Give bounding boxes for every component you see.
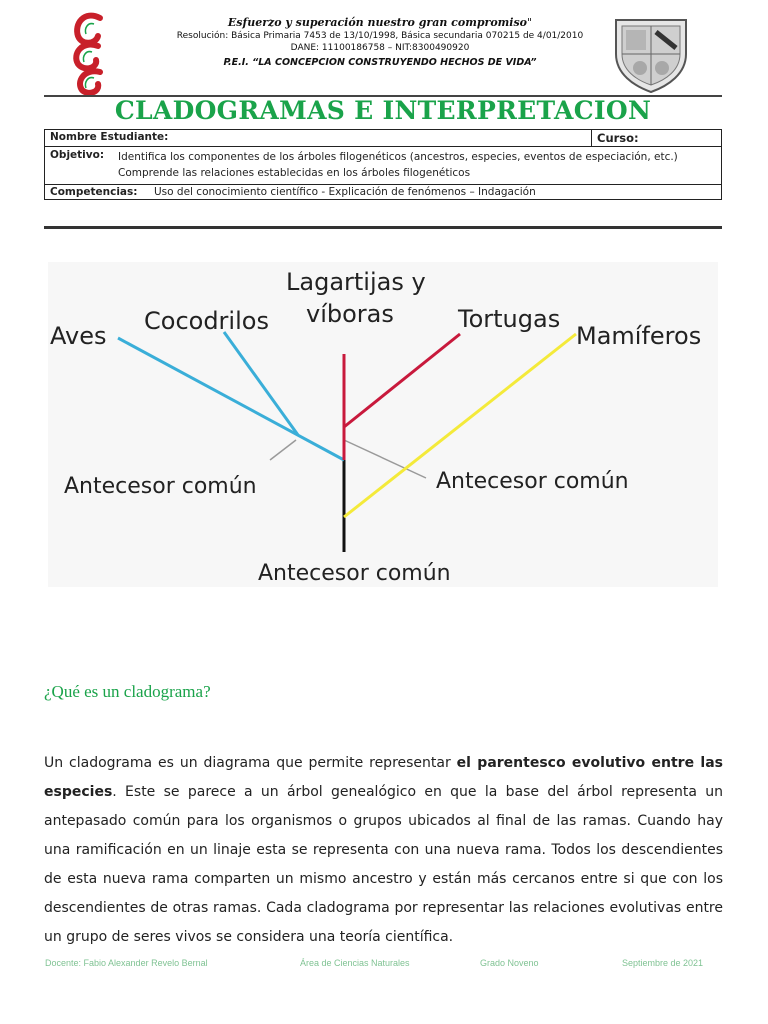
label-aves: Aves xyxy=(50,322,107,350)
footer-date: Septiembre de 2021 xyxy=(622,958,704,968)
objective-text-1: Identifica los componentes de los árboles filogenéticos (ancestros, especies, eventos de especiación, etc.) xyxy=(118,151,678,163)
label-mamiferos: Mamíferos xyxy=(576,322,702,350)
label-ancestor-bottom: Antecesor común xyxy=(258,561,451,586)
label-cocodrilos: Cocodrilos xyxy=(144,307,269,335)
dane-nit-line: DANE: 11100186758 – NIT:8300490920 xyxy=(290,43,470,53)
school-motto: Esfuerzo y superación nuestro gran compromiso" xyxy=(227,16,533,29)
intro-paragraph: Un cladograma es un diagrama que permite representar el parentesco evolutivo entre las especies. Este se parece a un árbol genealógico en que la base del árbol representa un antepasado común para los organismos o grupos ubicados al final de las ramas. Cuando hay una ramificación en un linaje esta se representa con una nueva rama. Todos los descendientes de esta nueva rama comparten un mismo ancestro y están más cercanos entre si que con los descendientes de otras ramas. Cada cladograma por representar las relaciones evolutivas entre un grupo de seres vivos se considera una teoría científica. xyxy=(44,755,723,945)
pei-line: P.E.I. “LA CONCEPCION CONSTRUYENDO HECHOS DE VIDA” xyxy=(223,57,537,68)
objective-label: Objetivo: xyxy=(50,149,105,161)
student-name-cell[interactable] xyxy=(45,130,592,147)
footer-teacher: Docente: Fabio Alexander Revelo Bernal xyxy=(45,958,208,968)
section-heading: ¿Qué es un cladograma? xyxy=(44,682,211,701)
competencies-text: Uso del conocimiento científico - Explicación de fenómenos – Indagación xyxy=(154,186,536,198)
cladogram-diagram xyxy=(48,262,718,587)
school-shield-logo xyxy=(610,14,692,94)
table-bottom-rule xyxy=(44,226,722,229)
label-tortugas: Tortugas xyxy=(458,305,561,333)
student-name-label: Nombre Estudiante: xyxy=(50,131,169,143)
school-logo-left xyxy=(64,10,114,96)
footer-grade: Grado Noveno xyxy=(480,958,539,968)
label-ancestor-right: Antecesor común xyxy=(436,469,629,494)
student-info-table xyxy=(44,129,722,200)
objective-text-2: Comprende las relaciones establecidas en los árboles filogenéticos xyxy=(118,167,471,179)
document-title: CLADOGRAMAS E INTERPRETACION xyxy=(114,96,652,125)
emphasis-text: el parentesco evolutivo entre las especies xyxy=(44,755,723,800)
course-label: Curso: xyxy=(597,131,639,145)
course-cell[interactable] xyxy=(592,130,722,147)
label-lagartijas-1: Lagartijas y xyxy=(286,268,426,296)
resolution-line: Resolución: Básica Primaria 7453 de 13/10/1998, Básica secundaria 070215 de 4/01/2010 xyxy=(176,31,584,41)
competencies-label: Competencias: xyxy=(50,186,138,198)
label-lagartijas-2: víboras xyxy=(306,300,394,328)
label-ancestor-left: Antecesor común xyxy=(64,474,257,499)
footer-area: Área de Ciencias Naturales xyxy=(300,958,410,968)
